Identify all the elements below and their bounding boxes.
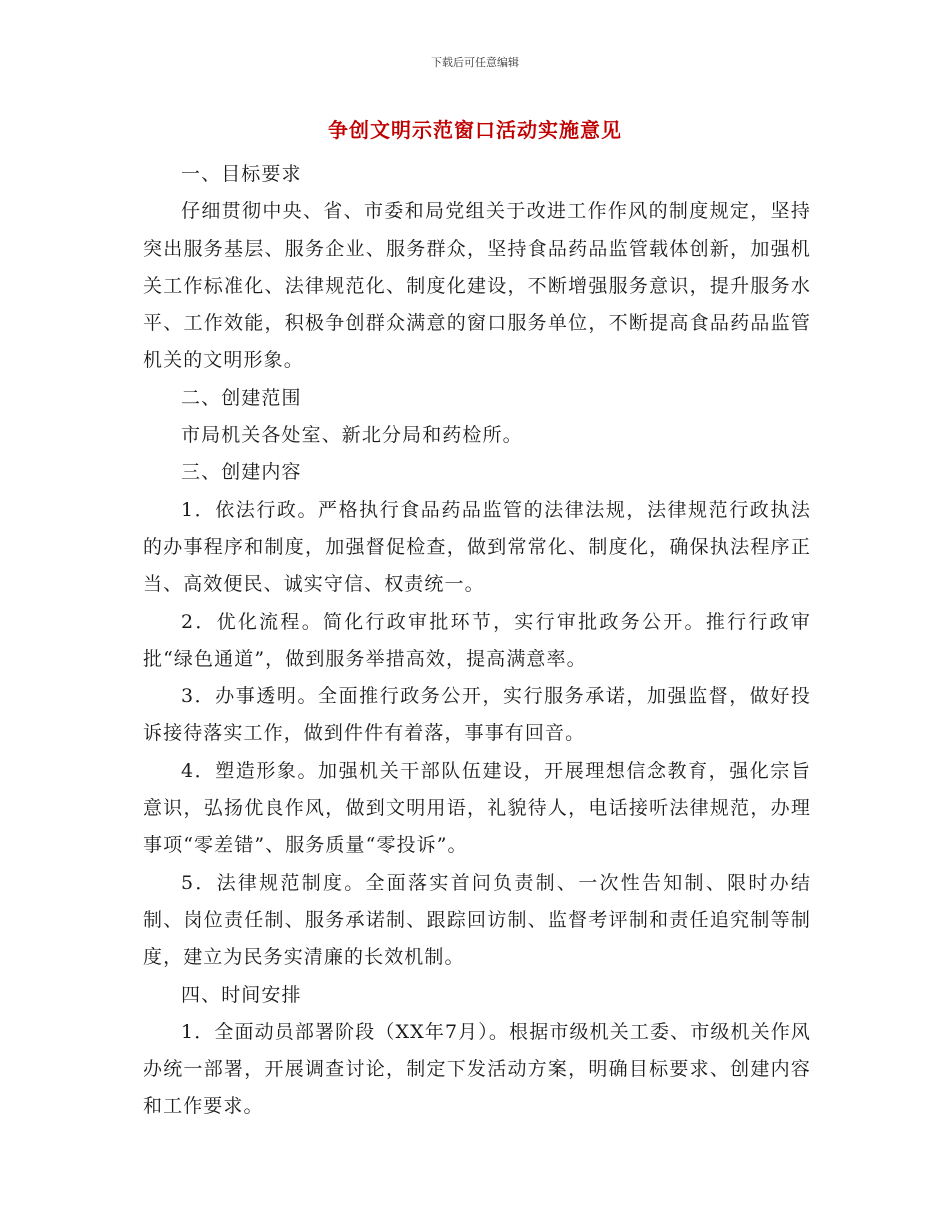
section-goals	[143, 156, 811, 380]
paragraph: 2．优化流程。简化行政审批环节，实行审批政务公开。推行行政审批“绿色通道”，做到服务举措高效，提高满意率。	[143, 610, 811, 670]
paragraph: 1．全面动员部署阶段（XX年7月）。根据市级机关工委、市级机关作风办统一部署，开展调查讨论，制定下发活动方案，明确目标要求、创建内容和工作要求。	[143, 1020, 811, 1118]
paragraph: 仔细贯彻中央、省、市委和局党组关于改进工作作风的制度规定，坚持突出服务基层、服务企业、服务群众，坚持食品药品监管载体创新，加强机关工作标准化、法律规范化、制度化建设，不断增强服务意识，提升服务水平、工作效能，积极争创群众满意的窗口服务单位，不断提高食品药品监管机关的文明形象。	[143, 200, 811, 372]
paragraph: 1．依法行政。严格执行食品药品监管的法律法规，法律规范行政执法的办事程序和制度，加强督促检查，做到常常化、制度化，确保执法程序正当、高效便民、诚实守信、权责统一。	[143, 498, 811, 596]
paragraph: 4．塑造形象。加强机关干部队伍建设，开展理想信念教育，强化宗旨意识，弘扬优良作风，做到文明用语，礼貌待人，电话接听法律规范，办理事项“零差错”、服务质量“零投诉”。	[143, 759, 811, 857]
section-content	[143, 454, 811, 976]
header-note: 下载后可任意编辑	[431, 56, 519, 69]
paragraph: 市局机关各处室、新北分局和药检所。	[181, 424, 523, 447]
section-heading: 一、目标要求	[181, 163, 302, 185]
paragraph: 5．法律规范制度。全面落实首问负责制、一次性告知制、限时办结制、岗位责任制、服务承诺制、跟踪回访制、监督考评制和责任追究制等制度，建立为民务实清廉的长效机制。	[143, 871, 811, 969]
section-schedule	[143, 977, 811, 1126]
section-heading: 二、创建范围	[181, 386, 302, 409]
document-title: 争创文明示范窗口活动实施意见	[328, 118, 622, 142]
document-body	[143, 156, 811, 1126]
section-heading: 四、时间安排	[181, 983, 302, 1006]
section-heading: 三、创建内容	[181, 461, 302, 484]
paragraph: 3．办事透明。全面推行政务公开，实行服务承诺，加强监督，做好投诉接待落实工作，做到件件有着落，事事有回音。	[143, 685, 811, 745]
section-scope	[143, 380, 811, 455]
